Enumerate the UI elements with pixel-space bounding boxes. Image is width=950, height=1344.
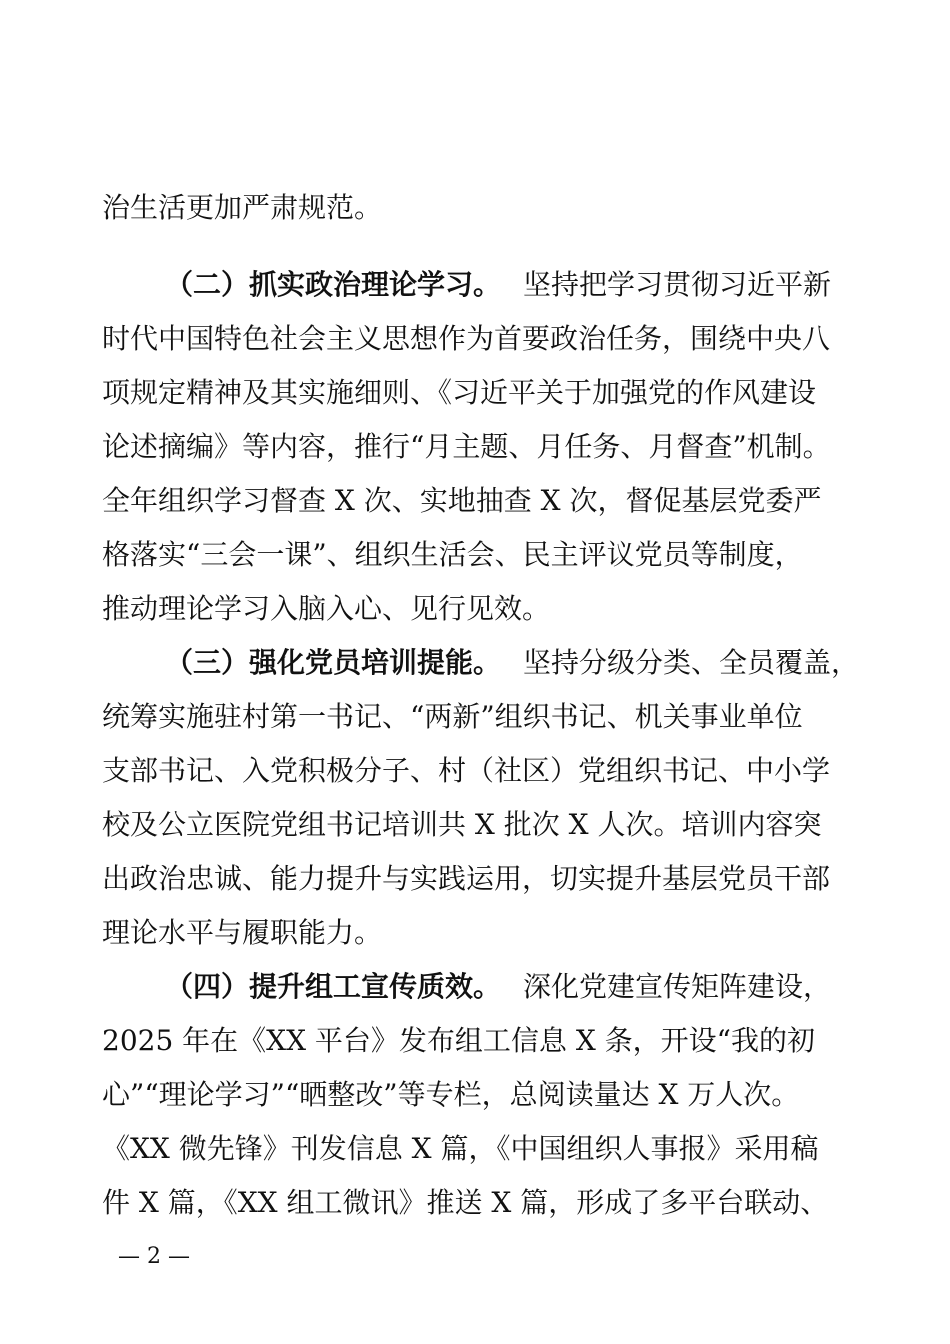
text-line: 件 X 篇，《XX 组工微讯》推送 X 篇，形成了多平台联动、 — [102, 1186, 829, 1219]
text-line: 时代中国特色社会主义思想作为首要政治任务，围绕中央八 — [102, 322, 831, 355]
text-line: 心”“理论学习”“晒整改”等专栏，总阅读量达 X 万人次。 — [102, 1078, 800, 1111]
section-three-line — [165, 643, 859, 683]
text-line: 理论水平与履职能力。 — [102, 916, 383, 949]
section-four-heading: （四）提升组工宣传质效。 — [165, 970, 502, 1003]
text-line: 支部书记、入党积极分子、村（社区）党组织书记、中小学 — [102, 754, 831, 787]
section-four-first-line: 深化党建宣传矩阵建设， — [523, 970, 832, 1003]
text-line: 2025 年在《XX 平台》发布组工信息 X 条，开设“我的初 — [102, 1024, 815, 1057]
text-line: 出政治忠诚、能力提升与实践运用，切实提升基层党员干部 — [102, 862, 831, 895]
text-line: 格落实“三会一课”、组织生活会、民主评议党员等制度， — [102, 538, 803, 571]
text-line: 校及公立医院党组书记培训共 X 批次 X 人次。培训内容突 — [102, 808, 822, 841]
section-two-first-line: 坚持把学习贯彻习近平新 — [523, 268, 832, 301]
section-four-line — [165, 967, 831, 1007]
section-three-first-line: 坚持分级分类、全员覆盖， — [523, 646, 860, 679]
text-line: 《XX 微先锋》刊发信息 X 篇，《中国组织人事报》采用稿 — [102, 1132, 819, 1165]
section-two-heading: （二）抓实政治理论学习。 — [165, 268, 502, 301]
text-line: 论述摘编》等内容，推行“月主题、月任务、月督查”机制。 — [102, 430, 831, 463]
text-line: 项规定精神及其实施细则、《习近平关于加强党的作风建设 — [102, 376, 817, 409]
text-line: 统筹实施驻村第一书记、“两新”组织书记、机关事业单位 — [102, 700, 803, 733]
text-line: 推动理论学习入脑入心、见行见效。 — [102, 592, 551, 625]
section-two-line — [165, 265, 831, 305]
text-line: 全年组织学习督查 X 次、实地抽查 X 次，督促基层党委严 — [102, 484, 822, 517]
text-line: 治生活更加严肃规范。 — [102, 191, 383, 224]
section-three-heading: （三）强化党员培训提能。 — [165, 646, 502, 679]
page-number: — 2 — — [118, 1244, 190, 1269]
